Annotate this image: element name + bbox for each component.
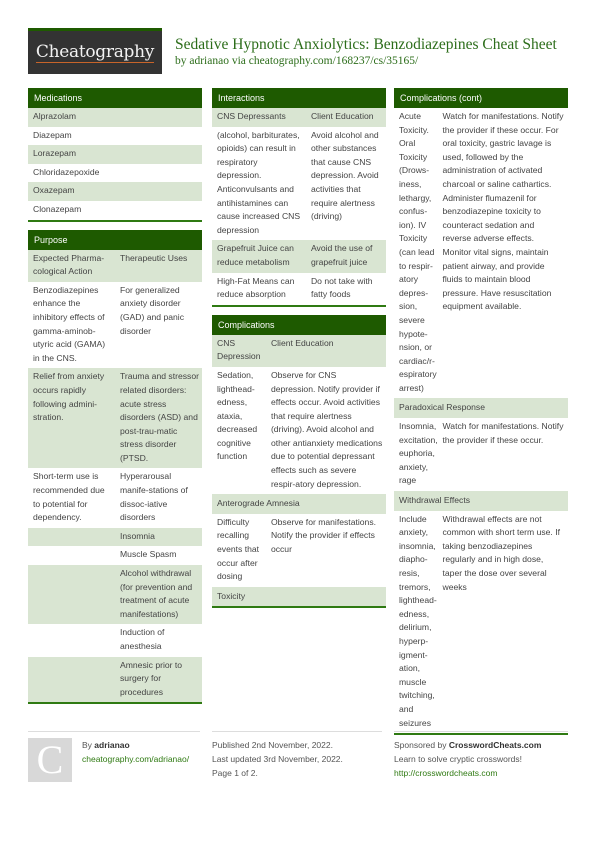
table-header-cell: CNS Depression [217, 337, 261, 362]
section-title: Purpose [28, 230, 202, 250]
table-cell: Alcohol withdrawal (for prevention and treatment of acute manifestations) [120, 568, 193, 619]
complications-cont-section [394, 88, 568, 735]
list-item: Alprazolam [28, 108, 202, 127]
page-title: Sedative Hypnotic Anxiolytics: Benzodiazepines Cheat Sheet [175, 36, 557, 53]
subsection-title: Withdrawal Effects [394, 491, 568, 511]
subsection-title: Paradoxical Response [394, 398, 568, 418]
sponsor-link[interactable]: http://crosswordcheats.com [394, 768, 498, 778]
table-cell: Induction of anesthesia [120, 627, 165, 651]
purpose-section [28, 230, 202, 705]
subsection-title: Toxicity [212, 587, 386, 607]
table-cell: (alcohol, barbiturates, opioids) can result in respiratory depression. Anticonvulsants and antihistamines can cause increased CNS depression [217, 129, 301, 235]
by-label: By [82, 740, 92, 750]
footer [28, 731, 568, 782]
table-row [212, 127, 386, 241]
table-cell: Benzodiazepines enhance the inhibitory effects of gamma-aminob-utyric acid (GAMA) in the CNS. [33, 284, 106, 363]
table-cell [28, 626, 115, 653]
cheatography-logo[interactable] [28, 28, 162, 74]
table-cell: Insomnia, excitation, euphoria, anxiety, rage [399, 421, 438, 486]
table-cell: Watch for manifestations. Notify the provider if these occur. For oral toxicity, gastric lavage is used, followed by the administration of activated charcoal or saline cathartics. Administer flumazenil for benzodiazepine toxicity to counteract sedation and reverse adverse effects. Monitor vital signs, maintain patient airway, and provide fluids to maintain blood pressure. Have resuscitation equipment available. [442, 111, 564, 312]
sponsor-info [394, 731, 568, 782]
header [175, 36, 557, 68]
complications-section [212, 315, 386, 609]
publish-info [212, 731, 382, 782]
column-1 [28, 88, 202, 712]
column-2 [212, 88, 386, 616]
table-cell: Sedation, lighthead-edness, ataxia, decreased cognitive function [217, 369, 258, 462]
list-item: Oxazepam [28, 182, 202, 201]
table-header-cell: CNS Depressants [217, 111, 286, 121]
table-cell: Hyperarousal manife-stations of dissoc-iative disorders [120, 471, 188, 523]
table-row [212, 273, 386, 305]
table-row [212, 514, 386, 587]
table-row [212, 367, 386, 494]
table-cell: Grapefruit Juice can reduce metabolism [217, 243, 294, 267]
author-info [28, 731, 200, 782]
author-name[interactable]: adrianao [94, 740, 130, 750]
section-title: Medications [28, 88, 202, 108]
table-cell: Trauma and stressor related disorders: acute stress disorders (ASD) and post-trau-matic stress disorder (PTSD. [120, 371, 199, 463]
table-cell: Muscle Spasm [120, 549, 177, 560]
interactions-section [212, 88, 386, 307]
table-row [28, 657, 202, 703]
list-item: Clonazepam [33, 203, 82, 214]
table-cell: Short-term use is recommended due to potential for dependency. [33, 471, 105, 523]
table-header-cell: Expected Pharma-cological Action [33, 252, 105, 277]
section-title: Interactions [212, 88, 386, 108]
section-title: Complications [212, 315, 386, 335]
sponsor-tagline: Learn to solve cryptic crosswords! [394, 754, 523, 764]
table-row [28, 546, 202, 565]
table-cell: Do not take with fatty foods [310, 275, 373, 300]
table-cell [28, 567, 115, 621]
table-row [394, 511, 568, 734]
table-cell: Avoid the use of grapefruit juice [310, 243, 373, 267]
published-date: Published 2nd November, 2022. [212, 740, 333, 750]
list-item: Diazepam [33, 129, 72, 140]
list-item: Lorazepam [28, 145, 202, 164]
column-3 [394, 88, 568, 743]
table-row [212, 240, 386, 272]
table-row [28, 368, 202, 468]
table-cell: For generalized anxiety disorder (GAD) and panic disorder [120, 284, 185, 336]
table-cell [28, 659, 115, 700]
table-cell: Observe for CNS depression. Notify provider if effects occur. Avoid activities that require alertness (driving). Avoid alcohol and other antianxiety medications due to potential depressant effects such as severe respir-atory depression. [270, 369, 383, 489]
table-header-cell: Therapeutic Uses [120, 252, 188, 263]
subsection-title: Anterograde Amnesia [212, 494, 386, 514]
table-cell: Observe for manifestations. Notify the provider if effects occur [270, 516, 377, 555]
table-row [28, 565, 202, 624]
sponsor-label: Sponsored by [394, 740, 447, 750]
logo-text: Cheatography [35, 41, 155, 62]
section-title: Complications (cont) [394, 88, 568, 108]
sponsor-name[interactable]: CrosswordCheats.com [448, 740, 542, 750]
medications-section [28, 88, 202, 222]
table-cell: Difficulty recalling events that occur after dosing [217, 516, 260, 582]
table-cell: Acute Toxicity. Oral Toxicity (Drows-iness, lethargy, confus-ion). IV Toxicity (can lead to respir-atory depres-sion, severe hypote-nsion, or cardiac/r-espiratory arrest) [399, 111, 437, 393]
table-header-cell: Client Education [310, 111, 374, 121]
author-link[interactable]: cheatography.com/adrianao/ [82, 754, 190, 764]
table-cell [28, 548, 115, 562]
table-header-cell: Client Education [270, 337, 334, 348]
table-row [28, 624, 202, 656]
table-row [28, 528, 202, 547]
updated-date: Last updated 3rd November, 2022. [212, 754, 343, 764]
table-header-row [212, 108, 386, 127]
table-header-row [212, 335, 386, 367]
table-cell: Relief from anxiety occurs rapidly following admini-stration. [33, 371, 105, 423]
table-cell: Withdrawal effects are not common with short term use. If taking benzodiazepines regularly and in high dose, taper the dose over several weeks [442, 513, 560, 592]
table-row [28, 282, 202, 369]
list-item: Chloridazepoxide [33, 166, 100, 177]
table-cell: Amnesic prior to surgery for procedures [120, 659, 183, 697]
table-row [394, 108, 568, 398]
table-cell [28, 530, 115, 544]
table-cell: High-Fat Means can reduce absorption [217, 275, 295, 300]
page-subtitle[interactable]: by adrianao via cheatography.com/168237/cs/35165/ [175, 55, 419, 67]
table-row [28, 468, 202, 527]
table-cell: Insomnia [120, 530, 155, 541]
table-cell: Watch for manifestations. Notify the provider if these occur. [442, 421, 564, 445]
table-cell: Avoid alcohol and other substances that cause CNS depression. Avoid activities that require alertness (driving) [310, 129, 379, 222]
avatar: C [28, 738, 72, 782]
table-row [394, 418, 568, 491]
page-number: Page 1 of 2. [212, 768, 258, 778]
table-cell: Include anxiety, insomnia, diapho-resis, tremors, lighthead-edness, delirium, hyperp-igment-ation, muscle twitching, and seizures [399, 513, 437, 728]
table-header-row [28, 250, 202, 282]
